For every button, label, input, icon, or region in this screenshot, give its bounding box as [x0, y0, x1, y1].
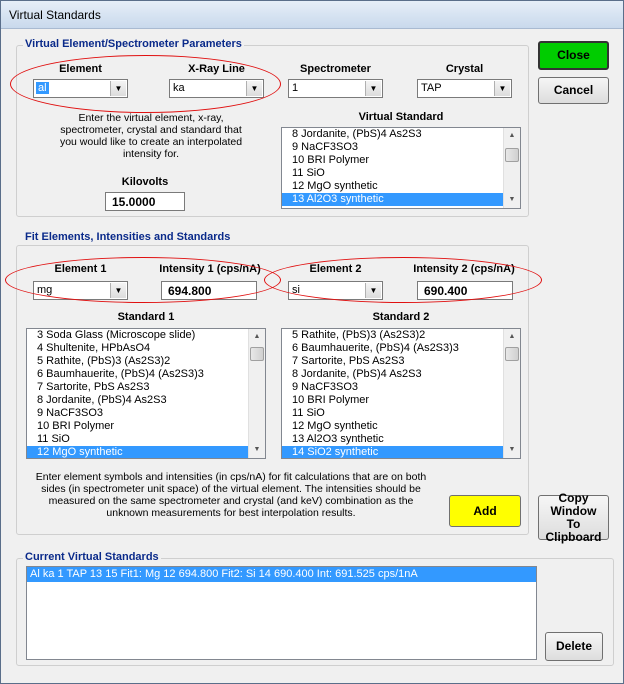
- chevron-down-icon[interactable]: ▼: [365, 81, 381, 96]
- intensity1-value: 694.800: [168, 284, 212, 298]
- list-item[interactable]: 8 Jordanite, (PbS)4 As2S3: [292, 128, 422, 140]
- list-item-selected[interactable]: 13 Al2O3 synthetic: [282, 193, 503, 206]
- fit-group-label: Fit Elements, Intensities and Standards: [25, 231, 231, 243]
- chevron-down-icon[interactable]: ▼: [246, 81, 262, 96]
- standard2-label: Standard 2: [372, 311, 430, 323]
- scroll-up-icon[interactable]: ▲: [253, 333, 261, 340]
- intensity1-input[interactable]: [161, 281, 257, 300]
- list-item[interactable]: 4 Shultenite, HPbAsO4: [37, 342, 151, 354]
- standard2-list[interactable]: [281, 328, 521, 459]
- scroll-thumb[interactable]: [250, 347, 264, 361]
- list-item-selected[interactable]: 12 MgO synthetic: [27, 446, 248, 459]
- scroll-thumb[interactable]: [505, 347, 519, 361]
- copy-to-clipboard-button[interactable]: Copy Window To Clipboard: [538, 495, 609, 540]
- cancel-button[interactable]: Cancel: [538, 77, 609, 104]
- list-item[interactable]: 5 Rathite, (PbS)3 (As2S3)2: [37, 355, 171, 367]
- list-item[interactable]: 11 SiO: [292, 407, 325, 419]
- params-group-label: Virtual Element/Spectrometer Parameters: [25, 38, 242, 50]
- current-virtual-standards-list[interactable]: [26, 566, 537, 660]
- list-item[interactable]: 3 Soda Glass (Microscope slide): [37, 329, 196, 341]
- intensity1-label: Intensity 1 (cps/nA): [159, 263, 261, 275]
- kilovolts-label: Kilovolts: [121, 176, 169, 188]
- element1-combo[interactable]: [33, 281, 128, 300]
- intensity2-value: 690.400: [424, 284, 468, 298]
- crystal-label: Crystal: [445, 63, 484, 75]
- list-item-selected[interactable]: 14 SiO2 synthetic: [282, 446, 503, 459]
- list-item[interactable]: 8 Jordanite, (PbS)4 As2S3: [292, 368, 422, 380]
- xray-line-label: X-Ray Line: [188, 63, 245, 75]
- element2-value: si: [292, 284, 300, 296]
- fit-instructions: Enter element symbols and intensities (in cps/nA) for fit calculations that are on both sides (in spectrometer unit space) of the virtual element. The intensities should be measured on the same spectrometer and crystal (and keV) combination as the unknown measurements for best interpolation results.: [35, 471, 427, 519]
- list-item[interactable]: 13 Al2O3 synthetic: [292, 433, 384, 445]
- element1-label: Element 1: [54, 263, 107, 275]
- close-button[interactable]: Close: [538, 41, 609, 70]
- list-item[interactable]: 10 BRI Polymer: [292, 154, 370, 166]
- scroll-up-icon[interactable]: ▲: [508, 333, 516, 340]
- element-combo[interactable]: [33, 79, 128, 98]
- scroll-up-icon[interactable]: ▲: [508, 132, 516, 139]
- list-item[interactable]: 11 SiO: [37, 433, 70, 445]
- list-item[interactable]: 6 Baumhauerite, (PbS)4 (As2S3)3: [292, 342, 459, 354]
- scrollbar[interactable]: [503, 128, 520, 208]
- add-button[interactable]: Add: [449, 495, 521, 527]
- list-item[interactable]: 6 Baumhauerite, (PbS)4 (As2S3)3: [37, 368, 204, 380]
- xray-line-value: ka: [173, 82, 185, 94]
- list-item[interactable]: 7 Sartorite, PbS As2S3: [37, 381, 150, 393]
- virtual-standard-list[interactable]: [281, 127, 521, 209]
- element2-combo[interactable]: [288, 281, 383, 300]
- element2-label: Element 2: [309, 263, 362, 275]
- list-item[interactable]: 12 MgO synthetic: [292, 420, 378, 432]
- list-item[interactable]: 8 Jordanite, (PbS)4 As2S3: [37, 394, 167, 406]
- scrollbar[interactable]: [503, 329, 520, 458]
- scroll-down-icon[interactable]: ▼: [508, 196, 516, 203]
- scroll-thumb[interactable]: [505, 148, 519, 162]
- list-item[interactable]: 9 NaCF3SO3: [292, 141, 359, 153]
- current-group-label: Current Virtual Standards: [25, 551, 159, 563]
- element-label: Element: [59, 63, 102, 75]
- list-item[interactable]: 11 SiO: [292, 167, 325, 179]
- chevron-down-icon[interactable]: ▼: [494, 81, 510, 96]
- list-item[interactable]: 10 BRI Polymer: [292, 394, 370, 406]
- element-value: al: [38, 82, 47, 94]
- params-instructions: Enter the virtual element, x-ray, spectrometer, crystal and standard that you would like to create an interpolated intensity for.: [59, 112, 243, 160]
- chevron-down-icon[interactable]: ▼: [110, 283, 126, 298]
- window-title: Virtual Standards: [9, 8, 101, 22]
- scrollbar[interactable]: [248, 329, 265, 458]
- kilovolts-input[interactable]: [105, 192, 185, 211]
- title-bar: [1, 1, 623, 29]
- list-item[interactable]: 9 NaCF3SO3: [37, 407, 104, 419]
- list-item[interactable]: 5 Rathite, (PbS)3 (As2S3)2: [292, 329, 426, 341]
- virtual-standard-label: Virtual Standard: [358, 111, 444, 123]
- list-item[interactable]: 7 Sartorite, PbS As2S3: [292, 355, 405, 367]
- xray-line-combo[interactable]: [169, 79, 264, 98]
- scroll-down-icon[interactable]: ▼: [508, 446, 516, 453]
- spectrometer-combo[interactable]: [288, 79, 383, 98]
- list-item[interactable]: 12 MgO synthetic: [292, 180, 378, 192]
- crystal-value: TAP: [421, 82, 442, 94]
- kilovolts-value: 15.0000: [112, 195, 156, 209]
- standard1-list[interactable]: [26, 328, 266, 459]
- chevron-down-icon[interactable]: ▼: [365, 283, 381, 298]
- spectrometer-value: 1: [292, 82, 299, 94]
- list-item-selected[interactable]: Al ka 1 TAP 13 15 Fit1: Mg 12 694.800 Fit2: Si 14 690.400 Int: 691.525 cps/1nA: [27, 567, 536, 582]
- spectrometer-label: Spectrometer: [300, 63, 371, 75]
- delete-button[interactable]: Delete: [545, 632, 603, 661]
- list-item[interactable]: 9 NaCF3SO3: [292, 381, 359, 393]
- chevron-down-icon[interactable]: ▼: [110, 81, 126, 96]
- element1-value: mg: [37, 284, 53, 296]
- list-item[interactable]: 10 BRI Polymer: [37, 420, 115, 432]
- intensity2-input[interactable]: [417, 281, 513, 300]
- crystal-combo[interactable]: [417, 79, 512, 98]
- standard1-label: Standard 1: [117, 311, 175, 323]
- scroll-down-icon[interactable]: ▼: [253, 446, 261, 453]
- intensity2-label: Intensity 2 (cps/nA): [413, 263, 515, 275]
